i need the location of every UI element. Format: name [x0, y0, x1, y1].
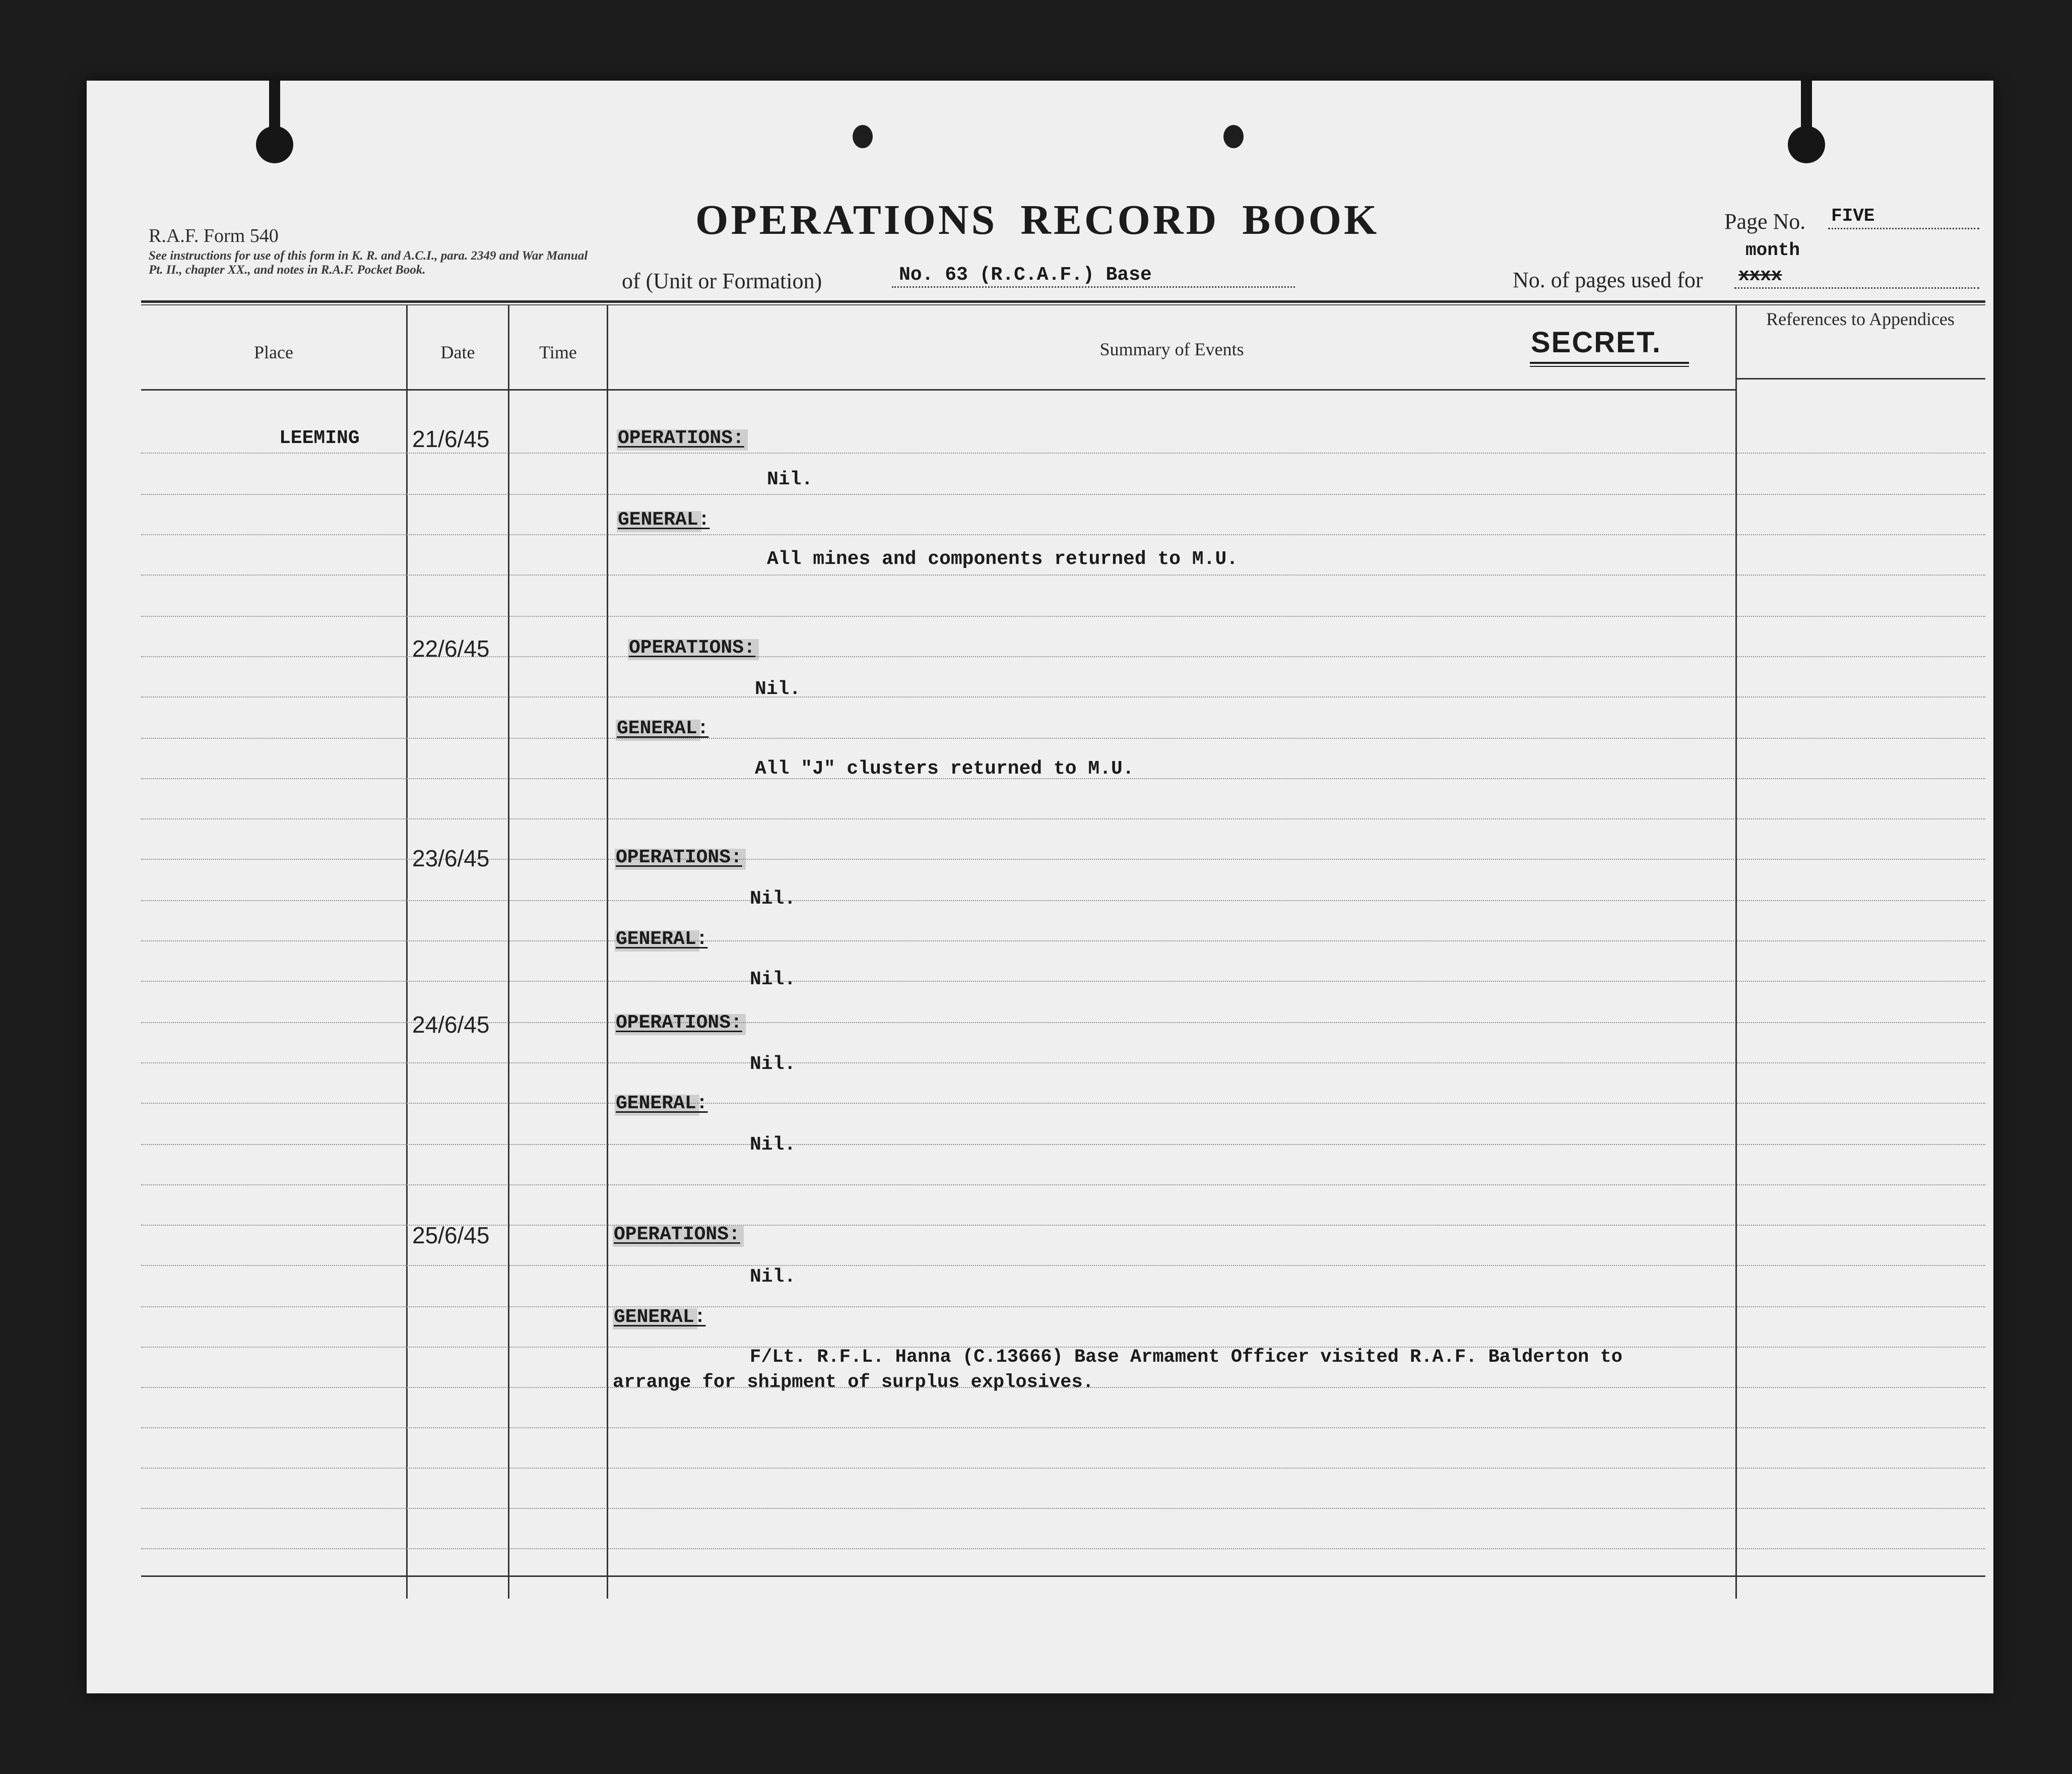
general-heading: GENERAL: — [617, 718, 709, 739]
binder-hole-left — [256, 126, 293, 163]
classification-stamp: SECRET. — [1531, 326, 1661, 359]
header-rule-thin — [141, 304, 1985, 305]
operations-heading: OPERATIONS: — [618, 427, 744, 449]
general-text: All "J" clusters returned to M.U. — [755, 758, 1134, 780]
page-title: OPERATIONS RECORD BOOK — [695, 197, 1380, 243]
month-annotation: month — [1745, 240, 1800, 261]
operations-heading: OPERATIONS: — [614, 1224, 740, 1245]
ruled-line — [141, 1103, 1985, 1104]
ruled-line — [141, 1265, 1985, 1266]
ruled-line — [141, 1548, 1985, 1549]
ruled-line — [141, 453, 1985, 454]
ruled-line — [141, 818, 1985, 819]
refs-header-rule — [1737, 378, 1985, 379]
bottom-rule — [141, 1575, 1985, 1577]
ruled-line — [141, 940, 1985, 941]
operations-heading: OPERATIONS: — [616, 1012, 742, 1034]
operations-heading: OPERATIONS: — [616, 847, 742, 868]
punch-mark-right — [1223, 125, 1244, 148]
operations-text: Nil. — [750, 1053, 796, 1075]
page-number-value: FIVE — [1831, 206, 1875, 226]
classification-underline — [1530, 362, 1689, 364]
general-heading: GENERAL: — [614, 1306, 706, 1328]
page-number-label: Page No. — [1724, 209, 1806, 234]
date-entry: 21/6/45 — [412, 426, 490, 452]
ruled-line — [141, 494, 1985, 495]
record-sheet — [87, 81, 1993, 1693]
date-entry: 25/6/45 — [412, 1222, 490, 1248]
form-instructions: See instructions for use of this form in K. R. and A.C.I., para. 2349 and War Manual Pt. II., chapter XX., and notes in R.A.F. Pocket Book. — [149, 249, 588, 277]
general-text: Nil. — [750, 1134, 796, 1156]
column-heading-time: Time — [539, 342, 577, 362]
ruled-line — [141, 1306, 1985, 1307]
column-heading-date: Date — [440, 342, 475, 362]
column-divider-place — [406, 305, 408, 1599]
ruled-line — [141, 1427, 1985, 1428]
place-entry: LEEMING — [279, 427, 360, 449]
operations-text: Nil. — [750, 1266, 796, 1288]
general-heading: GENERAL: — [616, 928, 708, 950]
binder-hole-right — [1788, 126, 1825, 163]
column-divider-summary — [1735, 305, 1737, 1599]
ruled-line — [141, 534, 1985, 535]
operations-text: Nil. — [750, 888, 796, 910]
form-number: R.A.F. Form 540 — [149, 225, 279, 246]
general-text: Nil. — [750, 969, 796, 990]
page-dotted-line — [1828, 228, 1979, 229]
general-text-line-2: arrange for shipment of surplus explosives. — [613, 1372, 1094, 1393]
column-divider-date — [508, 305, 509, 1599]
column-divider-time — [607, 305, 608, 1599]
column-heading-place: Place — [254, 342, 293, 362]
ruled-line — [141, 1144, 1985, 1145]
punch-mark-left — [853, 125, 873, 148]
general-heading: GENERAL: — [616, 1093, 708, 1114]
unit-dotted-line — [892, 286, 1295, 288]
date-entry: 24/6/45 — [412, 1011, 490, 1038]
ruled-line — [141, 1508, 1985, 1509]
operations-heading: OPERATIONS: — [629, 637, 755, 659]
column-heading-references: References to Appendices — [1766, 309, 1955, 329]
ruled-line — [141, 738, 1985, 739]
ruled-line — [141, 1184, 1985, 1185]
ruled-line — [141, 900, 1985, 901]
date-entry: 22/6/45 — [412, 636, 490, 662]
unit-value: No. 63 (R.C.A.F.) Base — [899, 264, 1152, 286]
ruled-line — [141, 1062, 1985, 1063]
operations-text: Nil. — [755, 678, 801, 700]
classification-underline-thin — [1530, 366, 1689, 367]
general-text: All mines and components returned to M.U. — [767, 548, 1238, 570]
column-header-rule — [141, 389, 1735, 391]
unit-label: of (Unit or Formation) — [622, 269, 822, 293]
pages-used-label: No. of pages used for — [1513, 268, 1703, 292]
pages-used-value: xxxx — [1738, 265, 1782, 286]
ruled-line — [141, 1468, 1985, 1469]
pages-dotted-line — [1734, 287, 1979, 289]
general-heading: GENERAL: — [618, 509, 710, 531]
ruled-line — [141, 981, 1985, 982]
date-entry: 23/6/45 — [412, 845, 490, 871]
general-text-line-1: F/Lt. R.F.L. Hanna (C.13666) Base Armament Officer visited R.A.F. Balderton to — [750, 1347, 1623, 1368]
column-heading-summary: Summary of Events — [1099, 339, 1244, 359]
header-rule — [141, 300, 1985, 303]
ruled-line — [141, 696, 1985, 698]
operations-text: Nil. — [767, 469, 813, 490]
ruled-line — [141, 616, 1985, 617]
ruled-line — [141, 575, 1985, 576]
